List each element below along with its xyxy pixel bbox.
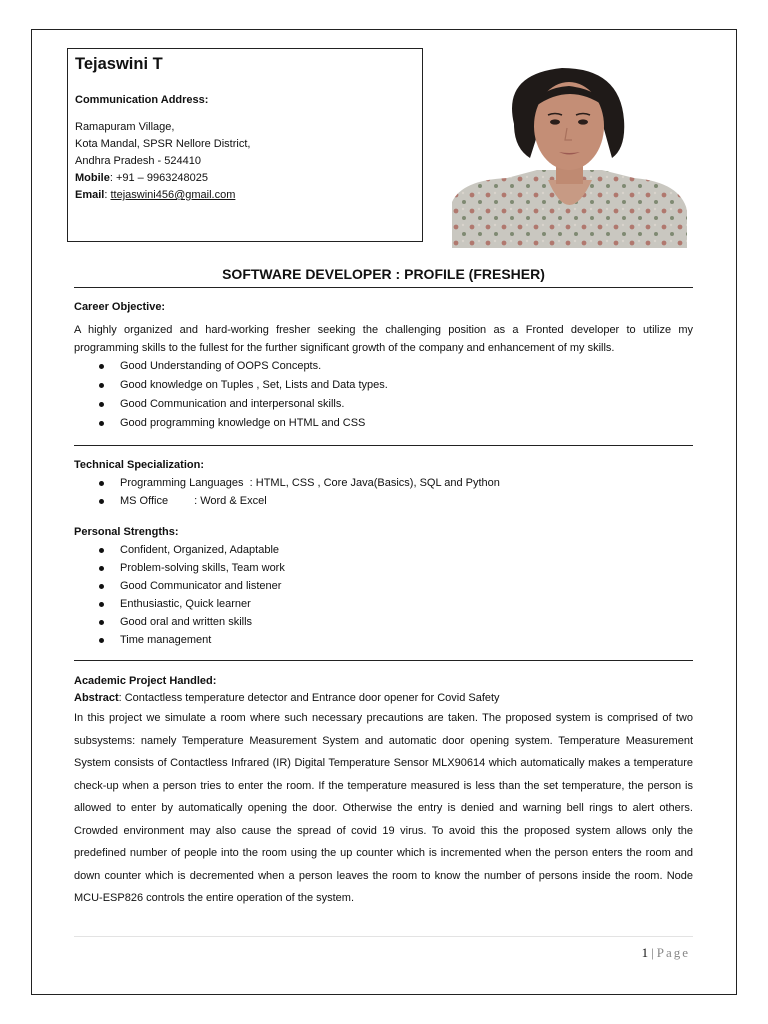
list-item bbox=[74, 474, 693, 492]
abstract-value: : Contactless temperature detector and Entrance door opener for Covid Safety bbox=[118, 692, 500, 704]
list-item: Problem-solving skills, Team work bbox=[74, 559, 693, 577]
page-number: 1 bbox=[641, 945, 649, 960]
project-heading: Academic Project Handled: bbox=[74, 675, 217, 687]
page-word: Page bbox=[656, 945, 690, 960]
divider bbox=[74, 287, 693, 288]
technical-section bbox=[74, 456, 693, 510]
career-objective-section bbox=[74, 298, 693, 432]
tech-value: : HTML, CSS , Core Java(Basics), SQL and Python bbox=[249, 477, 500, 489]
list-item: Good programming knowledge on HTML and CSS bbox=[74, 414, 693, 432]
tech-label: Programming Languages bbox=[120, 477, 244, 489]
tech-value: : Word & Excel bbox=[194, 495, 267, 507]
candidate-name: Tejaswini T bbox=[75, 55, 163, 73]
list-item: Good Communicator and listener bbox=[74, 577, 693, 595]
career-objective-text: programming skills to the fullest for the further significant growth of the company and enhancement of my skills. bbox=[74, 342, 615, 354]
profile-title: SOFTWARE DEVELOPER : PROFILE (FRESHER) bbox=[222, 266, 545, 282]
project-section bbox=[74, 673, 693, 910]
list-item: Good Understanding of OOPS Concepts. bbox=[74, 357, 693, 375]
technical-list bbox=[74, 474, 693, 510]
abstract-line bbox=[74, 690, 693, 707]
career-objective-text: A highly organized and hard-working fresher seeking the challenging position as a Fronted developer to utilize my bbox=[74, 324, 693, 336]
mobile-value: : +91 – 9963248025 bbox=[109, 172, 209, 184]
email-separator: : bbox=[104, 189, 111, 201]
abstract-label: Abstract bbox=[74, 692, 119, 704]
address-heading: Communication Address: bbox=[75, 94, 209, 106]
project-description: In this project we simulate a room where such necessary precautions are taken. The proposed system is comprised of two subsystems: namely Temperature Measurement System and automatic door opening system. Temperature Measurement System consists of Contactless Infrared (IR) Digital Temperature Sensor MLX90614 which automatically makes a temperature check-up when a person tries to enter the room. If the temperature measured is less than the set temperature, the person is allowed to enter by automatically opening the door. Otherwise the entry is denied and warning bell rings to alert others. Crowded environment may also cause the spread of covid 19 virus. To avoid this the proposed system allows only the predefined number of people into the room using the up counter which is incremented when the person enters the room and down counter which is decremented when a person leaves the room to know the number of persons inside the room. Node MCU-ESP826 controls the entire operation of the system. bbox=[74, 712, 693, 904]
email-label: Email bbox=[75, 189, 105, 201]
list-item: Good oral and written skills bbox=[74, 613, 693, 631]
page-separator: | bbox=[651, 945, 654, 960]
profile-photo bbox=[452, 62, 687, 248]
address-line: Andhra Pradesh - 524410 bbox=[75, 155, 201, 167]
contact-box bbox=[67, 48, 423, 242]
email-link[interactable]: ttejaswini456@gmail.com bbox=[110, 189, 236, 201]
strengths-list bbox=[74, 541, 693, 649]
footer-divider bbox=[74, 936, 693, 937]
list-item: Good knowledge on Tuples , Set, Lists and Data types. bbox=[74, 376, 693, 394]
strengths-heading: Personal Strengths: bbox=[74, 526, 179, 538]
strengths-section bbox=[74, 523, 693, 649]
address-line: Ramapuram Village, bbox=[75, 121, 175, 133]
career-bullets bbox=[74, 357, 693, 432]
technical-heading: Technical Specialization: bbox=[74, 459, 204, 471]
list-item: Enthusiastic, Quick learner bbox=[74, 595, 693, 613]
career-objective-heading: Career Objective: bbox=[74, 301, 166, 313]
email-row bbox=[75, 187, 415, 204]
list-item: Time management bbox=[74, 631, 693, 649]
divider bbox=[74, 660, 693, 661]
address-line: Kota Mandal, SPSR Nellore District, bbox=[75, 138, 251, 150]
page-footer bbox=[560, 945, 690, 961]
divider bbox=[74, 445, 693, 446]
list-item: Confident, Organized, Adaptable bbox=[74, 541, 693, 559]
list-item bbox=[74, 492, 693, 510]
mobile-label: Mobile bbox=[75, 172, 110, 184]
tech-label: MS Office bbox=[120, 495, 169, 507]
mobile-row bbox=[75, 170, 415, 187]
list-item: Good Communication and interpersonal skills. bbox=[74, 395, 693, 413]
